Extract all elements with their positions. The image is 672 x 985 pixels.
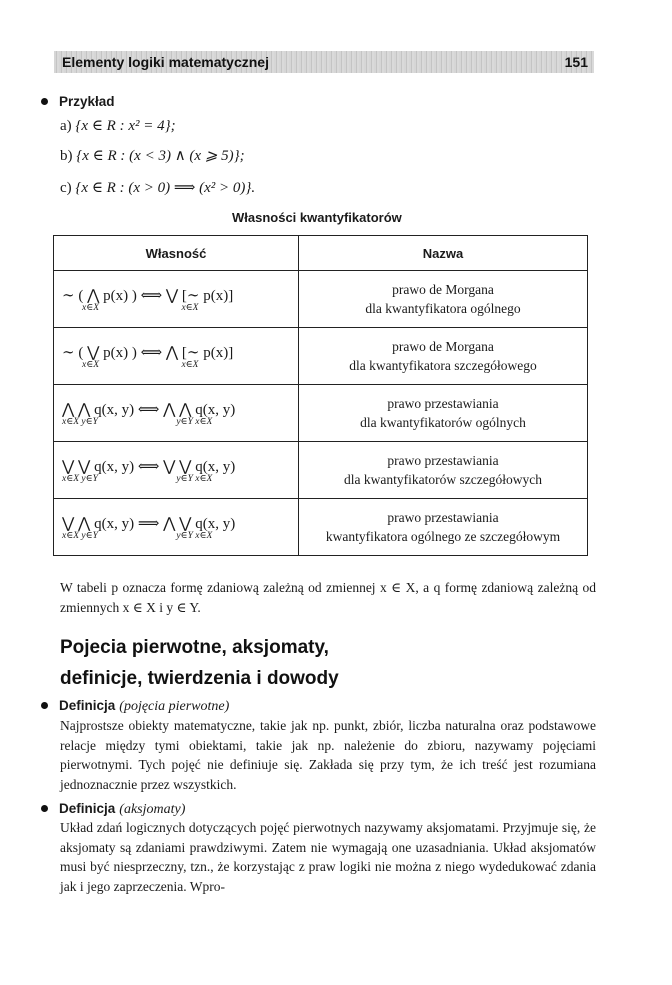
example-item-expr: {x ∈ R : x² = 4}; (75, 118, 176, 134)
name-line-1: prawo przestawiania (387, 453, 499, 468)
formula-subscripts (62, 530, 298, 541)
definition-text: Najprostsze obiekty matematyczne, takie jak np. punkt, zbiór, liczba naturalna oraz podstawowe relacje między tymi obiektami, takie jak np. należenie do zbioru, nazywamy pojęciami pierwotnymi. Tych pojęć nie definiuje się. Zakłada się przy tym, że ich treść jest rozumiana jednoznacznie przez wszystkich. (60, 718, 596, 792)
table-row (54, 499, 588, 556)
example-item-label: b) (60, 148, 73, 164)
bullet-icon (41, 98, 48, 105)
definition-label: Definicja (59, 698, 116, 713)
subscript-left: x∈X y∈Y (62, 473, 98, 484)
formula-text: ∼ ( ⋀ p(x) ) ⟺ ⋁ [∼ p(x)] (62, 287, 234, 304)
example-item-b (60, 146, 245, 165)
subscript-right: x∈X (181, 302, 199, 313)
subscript-right: x∈X (181, 359, 199, 370)
definition-subtitle: (aksjomaty) (119, 802, 186, 817)
table-title: Własności kwantyfikatorów (232, 210, 402, 225)
subscript-left: x∈X (82, 302, 100, 313)
name-line-2: dla kwantyfikatora ogólnego (365, 301, 521, 316)
property-name (299, 499, 588, 556)
section-title-line-1: Pojecia pierwotne, aksjomaty, (60, 637, 329, 658)
formula-subscripts (62, 473, 298, 484)
example-item-expr: {x ∈ R : (x < 3) ∧ (x ⩾ 5)}; (76, 148, 245, 164)
property-formula (54, 499, 299, 556)
definition-subtitle: (pojęcia pierwotne) (119, 699, 230, 714)
name-line-2: kwantyfikatora ogólnego ze szczegółowym (325, 529, 561, 544)
section-title-line-2: definicje, twierdzenia i dowody (60, 668, 339, 689)
example-item-expr: {x ∈ R : (x > 0) ⟹ (x² > 0)}. (75, 180, 256, 196)
column-header-property: Własność (54, 236, 299, 271)
property-formula (54, 328, 299, 385)
name-line-2: dla kwantyfikatorów ogólnych (360, 415, 526, 430)
formula-subscripts (62, 416, 298, 427)
definition-heading (59, 800, 185, 818)
running-header (54, 51, 594, 73)
example-item-label: c) (60, 180, 72, 196)
property-name (299, 442, 588, 499)
property-formula (54, 271, 299, 328)
formula-text: ⋁ ⋁ q(x, y) ⟺ ⋁ ⋁ q(x, y) (62, 458, 236, 475)
definition-heading (59, 697, 229, 715)
header-title: Elementy logiki matematycznej (62, 54, 269, 70)
formula-subscripts (62, 302, 298, 313)
name-line-2: dla kwantyfikatora szczegółowego (349, 358, 537, 373)
table-row (54, 385, 588, 442)
table-note: W tabeli p oznacza formę zdaniową zależną od zmiennej x ∈ X, a q formę zdaniową zależną od zmiennych x ∈ X i y ∈ Y. (60, 580, 596, 615)
name-line-1: prawo przestawiania (387, 510, 499, 525)
column-header-name: Nazwa (299, 236, 588, 271)
property-name (299, 271, 588, 328)
property-name (299, 385, 588, 442)
formula-text: ∼ ( ⋁ p(x) ) ⟺ ⋀ [∼ p(x)] (62, 344, 234, 361)
subscript-left: x∈X (82, 359, 100, 370)
subscript-left: x∈X y∈Y (62, 416, 98, 427)
bullet-icon (41, 805, 48, 812)
example-label: Przykład (59, 94, 115, 109)
property-name (299, 328, 588, 385)
name-line-1: prawo przestawiania (387, 396, 499, 411)
subscript-right: y∈Y x∈X (176, 530, 213, 541)
example-item-a (60, 116, 176, 135)
formula-subscripts (62, 359, 298, 370)
quantifier-properties-table (53, 235, 588, 556)
table-header-row (54, 236, 588, 271)
table-row (54, 328, 588, 385)
page-number: 151 (564, 54, 588, 70)
example-item-label: a) (60, 118, 72, 134)
property-formula (54, 385, 299, 442)
table-row (54, 442, 588, 499)
property-formula (54, 442, 299, 499)
example-item-c (60, 178, 255, 197)
subscript-right: y∈Y x∈X (176, 473, 213, 484)
bullet-icon (41, 702, 48, 709)
name-line-1: prawo de Morgana (392, 339, 494, 354)
formula-text: ⋁ ⋀ q(x, y) ⟹ ⋀ ⋁ q(x, y) (62, 515, 236, 532)
definition-label: Definicja (59, 801, 116, 816)
name-line-1: prawo de Morgana (392, 282, 494, 297)
section-heading (60, 632, 580, 694)
subscript-left: x∈X y∈Y (62, 530, 98, 541)
subscript-right: y∈Y x∈X (176, 416, 213, 427)
definition-text: Układ zdań logicznych dotyczących pojęć pierwotnych nazywamy aksjomatami. Przyjmuje się, że aksjomaty są zdaniami prawdziwymi. Zatem nie wymagają one uzasadniania. Układ aksjomatów musi być niesprzeczny, tzn., że korzystając z praw logiki nie można z niego wydedukować zdania jak i jego zaprzeczenia. Wpro- (60, 820, 596, 894)
formula-text: ⋀ ⋀ q(x, y) ⟺ ⋀ ⋀ q(x, y) (62, 401, 236, 418)
table-row (54, 271, 588, 328)
name-line-2: dla kwantyfikatorów szczegółowych (344, 472, 542, 487)
